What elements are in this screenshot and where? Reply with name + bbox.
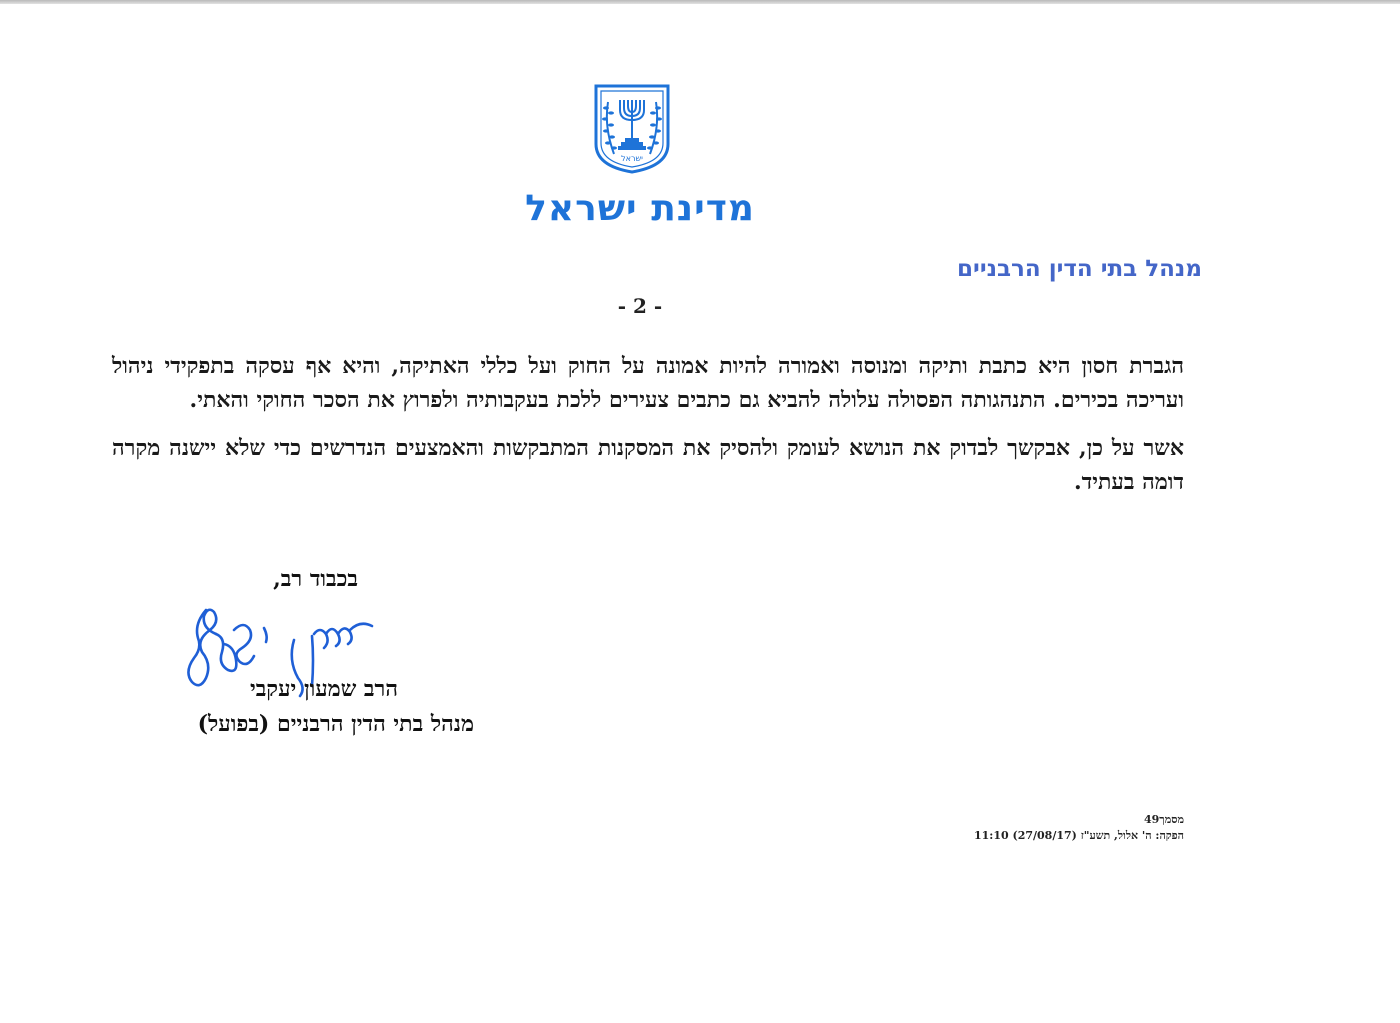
document-reference [974, 812, 1184, 844]
window-top-edge [0, 0, 1400, 4]
menorah-emblem-icon [592, 82, 672, 174]
emblem-text: ישראל [621, 154, 643, 163]
signer-name: הרב שמעון יעקבי [249, 676, 398, 702]
closing-salutation: בכבוד רב, [273, 566, 358, 592]
department-name: מנהל בתי הדין הרבניים [957, 256, 1202, 282]
reference-line-2: הפקה: ה' אלול, תשע"ז (27/08/17) 11:10 [973, 829, 1184, 842]
state-name-title: מדינת ישראל [525, 188, 755, 229]
page-number: - 2 - [617, 294, 663, 318]
body-paragraph-2: אשר על כן, אבקשך לבדוק את הנושא לעומק ולהסיק את המסקנות המתבקשות והאמצעים הנדרשים כדי שלא יישנה מקרה דומה בעתיד. [112, 435, 1184, 495]
letter-body [112, 349, 1184, 513]
signer-title: מנהל בתי הדין הרבניים (בפועל) [197, 711, 474, 737]
reference-line-1: מסמך49 [1143, 813, 1184, 826]
body-paragraph-1: הגברת חסון היא כתבת ותיקה ומנוסה ואמורה להיות אמונה על החוק ועל כללי האתיקה, והיא אף עסקה בתפקידי ניהול ועריכה בכירים. התנהגותה הפסולה עלולה להביא גם כתבים צעירים ללכת בעקבותיה ולפרוץ את הסכר החוקי והאתי. [112, 353, 1184, 413]
